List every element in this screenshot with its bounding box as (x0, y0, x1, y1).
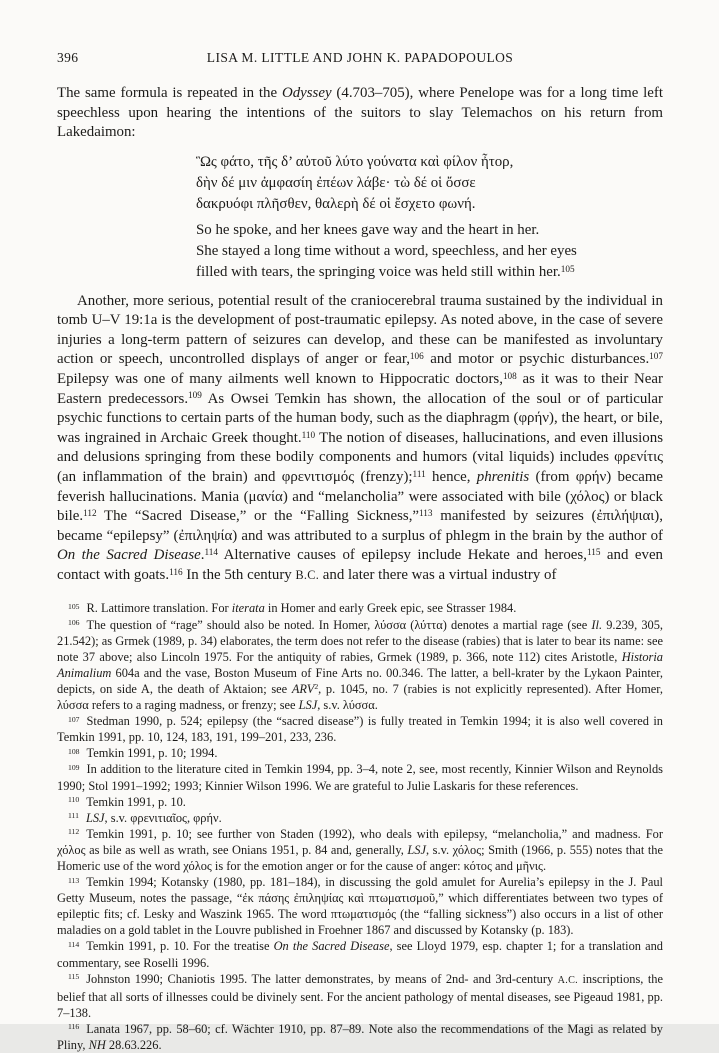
footnote-ref: 112 (83, 507, 97, 518)
text-segment: R. Lattimore translation. For (86, 601, 232, 616)
text-segment: In the 5th century (182, 566, 296, 583)
footnote-ref: 116 (169, 566, 183, 577)
text-segment: and motor or psychic disturbances. (423, 351, 650, 368)
running-head-title: LISA M. LITTLE AND JOHN K. PAPADOPOULOS (206, 50, 514, 65)
text-segment: B.C. (295, 567, 320, 582)
text-segment: , s.v. χόλος; Smith (1966, p. 555) notes that the Homeric use of the word χόλος is for the emotion anger or for the cause of anger: κότος and μῆνις. (57, 842, 663, 873)
footnote-number: 111 (68, 811, 79, 821)
footnote-number: 114 (68, 939, 80, 949)
text-segment: 28.63.226. (105, 1038, 162, 1052)
text-segment: On the Sacred Disease (57, 547, 201, 564)
text-segment: ARV (291, 681, 315, 696)
text-segment: Epilepsy was one of many ailments well known to Hippocratic doctors, (57, 370, 503, 387)
footnote-ref: 105 (560, 264, 575, 275)
text-segment: NH (88, 1038, 106, 1052)
english-translation (196, 220, 663, 284)
text-segment: 604a and the vase, Boston Museum of Fine Arts no. 00.346. The latter, a bell-krater by the Lykaon Painter, depicts, on side A, the death of Aktaion; see (57, 665, 663, 696)
text-segment: and even contact with goats. (57, 547, 663, 583)
text-segment: in Homer and early Greek epic, see Strasser 1984. (264, 601, 517, 616)
text-segment: , s.v. λύσσα. (317, 698, 378, 713)
footnote-number: 108 (68, 746, 80, 756)
footnote-ref: 111 (412, 468, 426, 479)
text-segment: hence, (425, 468, 477, 485)
footnote (57, 874, 663, 938)
text-segment: 9.239, 305, 21.542); as Grmek (1989, p. 34) elaborates, the term does not refer to the disease (rabies) that is later to bear its name: see note 37 above; also Lincoln 1975. For the antiquity of rabies, Grmek (1989, p. 366, note 112) cites Aristotle, (57, 617, 664, 664)
footnote-ref: 115 (586, 547, 601, 558)
footnote (57, 761, 663, 793)
text-segment: Temkin 1991, p. 10; 1994. (86, 746, 218, 761)
text-segment: LSJ (85, 810, 105, 825)
footnote (57, 938, 663, 970)
text-segment: as it was to their Near Eastern predecessors. (57, 370, 663, 407)
text-segment: filled with tears, the springing voice was held still within her. (196, 264, 561, 281)
footnote-ref: 110 (301, 429, 316, 440)
text-segment: inscriptions, the belief that all sorts of illnesses could be divinely sent. For the ancient pathology of mental diseases, see Pigeaud 1981, pp. 7–138. (57, 971, 663, 1020)
main-paragraph (57, 292, 663, 586)
text-segment: On the Sacred Disease (273, 939, 390, 954)
footnote (57, 1021, 663, 1053)
translation-line (196, 220, 663, 241)
text-segment: , p. 1045, no. 7 (rabies is not explicitly represented). After Homer, λύσσα refers to a raging madness, or frenzy; see (57, 681, 663, 713)
footnote-number: 106 (68, 618, 80, 628)
text-segment: Temkin 1991, p. 10. (86, 794, 186, 809)
homeric-quote-block (196, 152, 663, 284)
text-segment: and later there was a virtual industry of (319, 566, 557, 583)
text-segment: She stayed a long time without a word, speechless, and her eyes (196, 242, 577, 259)
footnotes-section (57, 600, 663, 1053)
footnote-ref: 109 (188, 390, 202, 401)
footnote-ref: 108 (502, 370, 517, 381)
greek-quote-line: δακρυόφι πλῆσθεν, θαλερὴ δέ οἱ ἔσχετο φωνή. (196, 196, 476, 213)
text-segment: The same formula is repeated in the (57, 85, 282, 101)
text-segment: , see Lloyd 1979, esp. chapter 1; for a translation and commentary, see Roselli 1996. (57, 939, 663, 970)
text-segment: A.C. (557, 974, 579, 986)
footnote-ref: 2 (314, 682, 319, 692)
footnote-number: 109 (68, 762, 80, 772)
text-segment: manifested by seizures (ἐπιλήψιαι), became “epilepsy” (ἐπιληψία) and was attributed to a surplus of phlegm in the brain by the author of (57, 508, 663, 544)
text-segment: phrenitis (476, 468, 530, 485)
text-segment: So he spoke, and her knees gave way and the heart in her. (196, 221, 540, 238)
intro-paragraph (57, 84, 663, 143)
footnote (57, 794, 663, 810)
footnote-number: 113 (68, 875, 80, 885)
text-segment: Alternative causes of epilepsy include Hekate and heroes, (218, 547, 587, 564)
text-segment: The notion of diseases, hallucinations, and even illusions and delusions springing from these bodily components and humors (vital liquids) includes φρενίτις (an inflammation of the brain) and φρενιτισμός (frenzy); (57, 429, 663, 485)
footnote (57, 971, 663, 1021)
translation-line (196, 241, 663, 262)
text-segment: Temkin 1991, p. 10. For the treatise (86, 939, 274, 954)
text-segment: . (200, 547, 205, 564)
text-segment: Historia Animalium (57, 649, 663, 680)
footnote (57, 600, 663, 616)
text-segment: The “Sacred Disease,” or the “Falling Sickness,” (96, 508, 420, 525)
greek-quote-line: Ὣς φάτο, τῆς δ’ αὐτοῦ λύτο γούνατα καὶ φίλον ἦτορ, (196, 153, 514, 170)
text-segment: iterata (231, 601, 265, 616)
text-segment: LSJ (298, 698, 318, 713)
footnote (57, 713, 663, 745)
page-number: 396 (57, 50, 79, 65)
footnote (57, 826, 663, 874)
footnote-number: 105 (68, 602, 80, 612)
footnote (57, 617, 663, 714)
footnote-number: 107 (68, 714, 80, 724)
footnote-number: 110 (68, 795, 80, 805)
text-segment: In addition to the literature cited in Temkin 1994, pp. 3–4, note 2, see, most recently, Kinnier Wilson and Reynolds 1990; Stol 1991–1992; 1993; Kinnier Wilson 1996. We are grateful to Julie Laskaris for these references. (57, 762, 663, 793)
translation-line (196, 262, 663, 283)
text-segment: Lanata 1967, pp. 58–60; cf. Wächter 1910, pp. 87–89. Note also the recommendations of the Magi as related by Pliny, (57, 1021, 663, 1052)
text-segment: The question of “rage” should also be noted. In Homer, λύσσα (λύττα) denotes a martial rage (see (86, 617, 592, 632)
text-segment: As Owsei Temkin has shown, the allocation of the soul or of particular psychic functions to certain parts of the human body, such as the diaphragm (φρήν), the heart, or bile, was ingrained in Archaic Greek thought. (57, 390, 663, 446)
footnote-ref: 113 (419, 507, 433, 518)
footnote-number: 115 (68, 972, 80, 982)
greek-quote (196, 152, 663, 216)
footnote (57, 810, 663, 826)
text-segment: (from φρήν) became feverish hallucinations. Mania (μανία) and “melancholia” were associated with bile (χόλος) or black bile. (57, 468, 664, 525)
footnote (57, 745, 663, 761)
greek-quote-line: δὴν δέ μιν ἀμφασίη ἐπέων λάβε· τὼ δέ οἱ ὄσσε (196, 175, 476, 192)
page-body (57, 84, 663, 1053)
text-segment: Odyssey (281, 85, 332, 101)
footnote-number: 112 (68, 827, 80, 837)
text-segment: (4.703–705), where Penelope was for a long time left speechless upon hearing the intentions of the suitors to slay Telemachos on his return from Lakedaimon: (57, 85, 663, 141)
text-segment: Temkin 1994; Kotansky (1980, pp. 181–184), in discussing the gold amulet for Aurelia’s epilepsy in the J. Paul Getty Museum, notes the passage, “ἐκ πάσης ἐπιληψίας καὶ πτωματισμοῦ,” which differentiates between two types of epileptic fits; cf. Lesky and Waszink 1965. The word πτωματισμός (the “falling sickness”) also occurs in a list of other maladies on a gold tablet in the Louvre published in Froehner 1867 and discussed by Kotansky (p. 183). (57, 875, 663, 938)
footnote-ref: 107 (649, 351, 663, 362)
footnote-number: 116 (68, 1022, 80, 1032)
text-segment: Johnston 1990; Chaniotis 1995. The latter demonstrates, by means of 2nd- and 3rd-century (86, 971, 558, 986)
text-segment: Stedman 1990, p. 524; epilepsy (the “sacred disease”) is fully treated in Temkin 1994; it is also well covered in Temkin 1991, pp. 10, 124, 183, 191, 199–201, 233, 236. (57, 714, 663, 745)
text-segment: Il. (591, 617, 603, 632)
footnote-ref: 106 (409, 351, 424, 362)
footnote-ref: 114 (204, 547, 218, 558)
text-segment: Temkin 1991, p. 10; see further von Staden (1992), who deals with epilepsy, “melancholia,” and madness. For χόλος as bile as well as wrath, see Onians 1951, p. 84 and, generally, (57, 826, 663, 857)
text-segment: LSJ (407, 842, 426, 857)
text-segment: , s.v. φρενιτιαῖος, φρήν. (104, 810, 222, 825)
running-header (57, 50, 663, 67)
text-segment: Another, more serious, potential result of the craniocerebral trauma sustained by the individual in tomb U–V 19:1a is the development of post-traumatic epilepsy. As noted above, in the case of severe injuries a long-term pattern of seizures can develop, and these can be manifested as involuntary action or speech, uncontrolled displays of anger or fear, (57, 292, 663, 368)
